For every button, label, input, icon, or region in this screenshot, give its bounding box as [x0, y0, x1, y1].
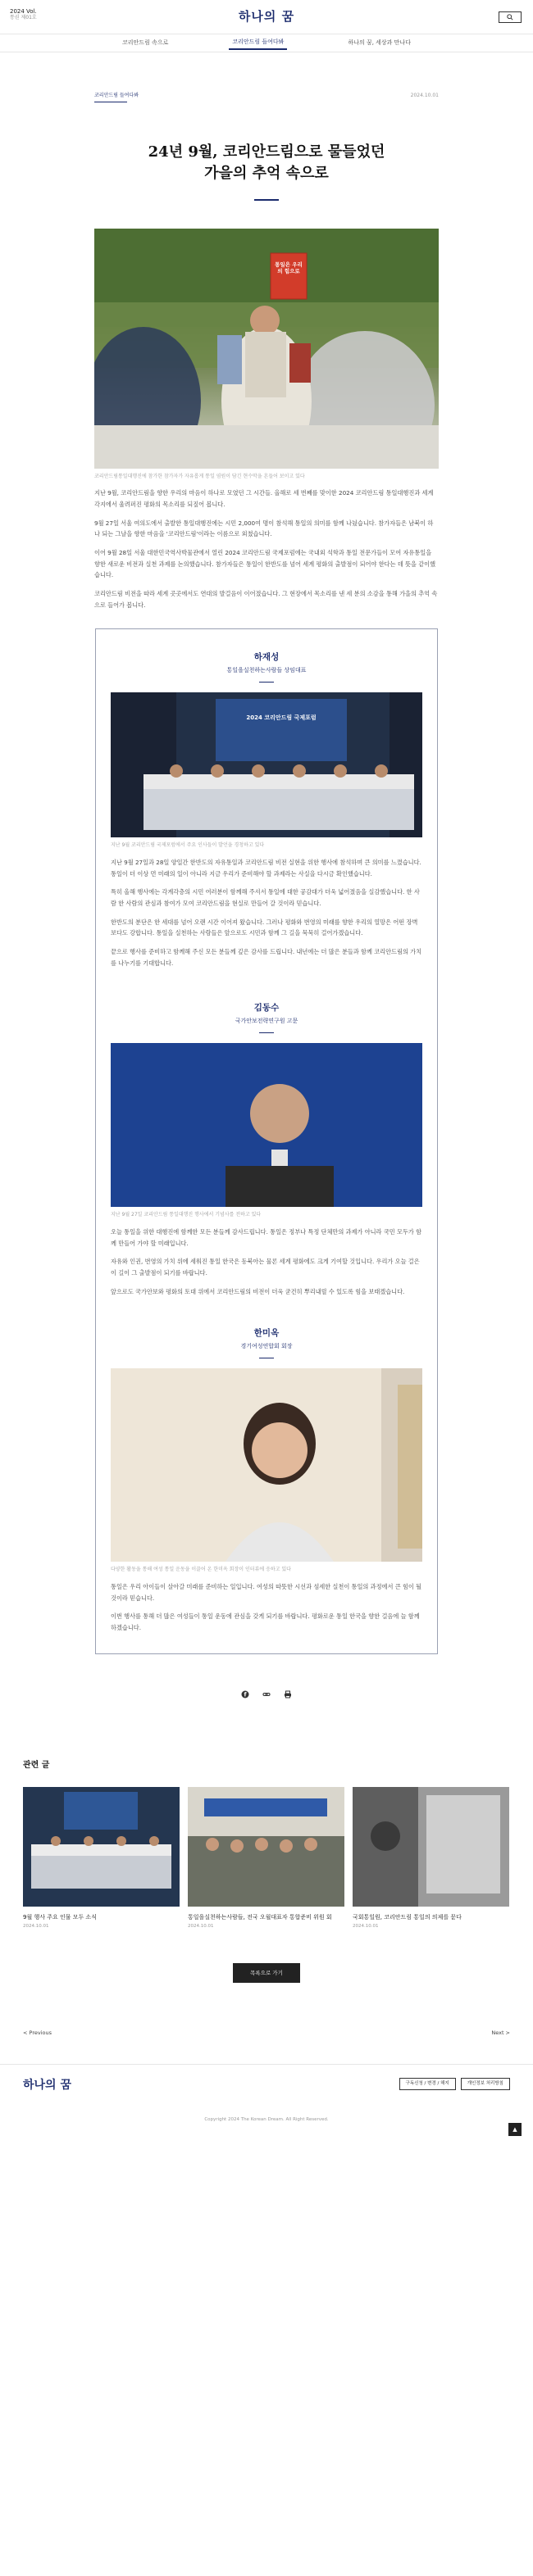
- person-caption: 지난 9월 27일 코리안드림 통일대행진 행사에서 기념사를 전하고 있다: [111, 1212, 262, 1218]
- related-thumbnail[interactable]: [23, 1787, 180, 1907]
- issue-sub: 통권 제01호: [10, 15, 37, 21]
- related-date: 2024.10.01: [188, 1924, 214, 1930]
- intro-paragraph: 이어 9월 28일 서울 대한민국역사박물관에서 열린 2024 코리안드림 국제포럼에는 국내외 석학과 통일 전문가들이 모여 자유통일을 향한 새로운 비전과 실천 과제를 논의했습니다. 참가자들은 통일이 한반도를 넘어 세계 평화의 출발점이 되어야 한다는 데 뜻을 같이했습니다.: [94, 549, 436, 579]
- person-header: [111, 1001, 422, 1033]
- person-paragraph: 한반도의 분단은 한 세대를 넘어 오랜 시간 이어져 왔습니다. 그러나 평화와 번영의 미래를 향한 우리의 열망은 어떤 장벽보다도 강합니다. 통일을 실천하는 사람들은 앞으로도 시민과 함께 그 길을 묵묵히 걸어가겠습니다.: [111, 918, 418, 937]
- title-line-1: 24년 9월, 코리안드림으로 물들었던: [148, 143, 385, 161]
- forum-photo: [111, 692, 422, 837]
- print-icon[interactable]: [284, 1690, 292, 1698]
- person-paragraph: 지난 9월 27일과 28일 양일간 한반도의 자유통일과 코리안드림 비전 실현을 위한 행사에 참석하며 큰 의미를 느꼈습니다. 통일이 더 이상 먼 미래의 일이 아니라 지금 우리가 준비해야 할 과제라는 사실을 다시금 확인했습니다.: [111, 859, 421, 878]
- privacy-button[interactable]: 개인정보 처리방침: [461, 2078, 510, 2090]
- hero-photo: [94, 229, 439, 469]
- person-role: 통일을실천하는사람들 상임대표: [111, 666, 422, 683]
- title-divider: [254, 199, 279, 201]
- breadcrumb-category[interactable]: 코리안드림 들여다봐: [94, 92, 139, 102]
- person-header: [111, 651, 422, 683]
- speaker-photo-illustration: [111, 1043, 422, 1207]
- related-heading: 관련 글: [23, 1760, 50, 1770]
- intro-paragraph: 9월 27일 서울 여의도에서 출발한 통일대행진에는 시민 2,000여 명이 참석해 통일의 의미를 함께 나눴습니다. 참가자들은 남북이 하나 되는 그날을 향한 마음을 '코리안드림'이라는 이름으로 외쳤습니다.: [94, 519, 434, 538]
- interviewee-photo-illustration: [111, 1368, 422, 1562]
- person-paragraph: 자유와 인권, 번영의 가치 위에 세워진 통일 한국은 동북아는 물론 세계 평화에도 크게 기여할 것입니다. 우리가 오늘 걸은 이 길이 그 출발점이 되기를 바랍니다.: [111, 1258, 420, 1277]
- related-date: 2024.10.01: [353, 1924, 379, 1930]
- person-name: 하재성: [253, 652, 280, 663]
- page-title: [94, 142, 439, 184]
- related-card[interactable]: [23, 1787, 180, 1930]
- related-thumbnail-illustration: [23, 1787, 180, 1907]
- link-icon[interactable]: [262, 1690, 271, 1698]
- related-thumbnail[interactable]: [188, 1787, 344, 1907]
- hero-caption: 코리안드림통일대행진에 참가한 참가자가 자유롭게 통일 염원이 담긴 현수막을 흔들어 보이고 있다: [94, 473, 305, 479]
- related-thumbnail-illustration: [188, 1787, 344, 1907]
- person-paragraph: 앞으로도 국가안보와 평화의 토대 위에서 코리안드림의 비전이 더욱 굳건히 뿌리내릴 수 있도록 힘을 보태겠습니다.: [111, 1287, 405, 1295]
- footer: [0, 2064, 533, 2134]
- person-caption: 다양한 활동을 통해 여성 통일 운동을 이끌어 온 한미옥 회장이 인터뷰에 응하고 있다: [111, 1567, 291, 1573]
- person-paragraph: 특히 올해 행사에는 각계각층의 시민 여러분이 함께해 주셔서 통일에 대한 공감대가 더욱 넓어졌음을 실감했습니다. 한 사람 한 사람의 관심과 참여가 모여 코리안드림을 현실로 만들어 갈 것이라 믿습니다.: [111, 888, 420, 908]
- related-card[interactable]: [188, 1787, 344, 1930]
- person-header: [111, 1327, 422, 1358]
- svg-text:f: f: [244, 1691, 247, 1698]
- nav-item-korean-dream[interactable]: 코리안드림 속으로: [122, 39, 169, 46]
- related-card[interactable]: [353, 1787, 509, 1930]
- speaker-photo: [111, 1043, 422, 1207]
- person-paragraph: 끝으로 행사를 준비하고 함께해 주신 모든 분들께 깊은 감사를 드립니다. 내년에는 더 많은 분들과 함께 코리안드림의 가치를 나누기를 기대합니다.: [111, 948, 422, 967]
- person-caption: 지난 9월 코리안드림 국제포럼에서 주요 인사들이 발언을 경청하고 있다: [111, 842, 265, 849]
- nav-item-meet-world[interactable]: 하나의 꿈, 세상과 만나다: [348, 39, 411, 46]
- related-thumbnail[interactable]: [353, 1787, 509, 1907]
- post-date: 2024.10.01: [410, 93, 439, 98]
- issue-label: 2024 Vol.: [10, 8, 37, 15]
- interview-box: [95, 628, 438, 1653]
- interviewee-photo: [111, 1368, 422, 1562]
- subscribe-button[interactable]: 구독신청 / 변경 / 해지: [399, 2078, 456, 2090]
- title-line-2: 가을의 추억 속으로: [204, 164, 329, 182]
- hero-photo-illustration: [94, 229, 439, 469]
- back-to-list-button[interactable]: 목록으로 가기: [233, 1963, 300, 1983]
- search-button[interactable]: [499, 11, 522, 23]
- intro-paragraph: 지난 9월, 코리안드림을 향한 우리의 마음이 하나로 모였던 그 시간들. 올해로 세 번째를 맞이한 2024 코리안드림 통일대행진과 세계 각지에서 울려퍼진 평화의 목소리를 되짚어 봅니다.: [94, 489, 434, 509]
- person-paragraph: 통일은 우리 아이들이 살아갈 미래를 준비하는 일입니다. 여성의 따뜻한 시선과 섬세한 실천이 통일의 과정에서 큰 힘이 될 것이라 믿습니다.: [111, 1582, 422, 1602]
- related-date: 2024.10.01: [23, 1924, 49, 1930]
- related-title[interactable]: 통일을실천하는사람들, 전국 오월대표자 통합준비 위원 회: [188, 1913, 332, 1921]
- related-posts: [23, 1759, 510, 1930]
- share-bar: [0, 1690, 533, 1698]
- header: [0, 0, 533, 34]
- person-paragraph: 오늘 통일을 위한 대행진에 함께한 모든 분들께 감사드립니다. 통일은 정부나 특정 단체만의 과제가 아니라 국민 모두가 함께 만들어 가야 할 미래입니다.: [111, 1227, 422, 1247]
- related-title[interactable]: 9월 행사 주요 인물 모두 소식: [23, 1913, 97, 1921]
- main-nav: [0, 34, 533, 52]
- previous-link[interactable]: < Previous: [23, 2029, 52, 2036]
- person-role: 경기여성연합회 회장: [111, 1342, 422, 1358]
- nav-item-look-into[interactable]: 코리안드림 들여다봐: [229, 36, 287, 50]
- intro-paragraph: 코리안드림 비전을 따라 세계 곳곳에서도 연대의 발걸음이 이어졌습니다. 그 현장에서 목소리를 낸 세 분의 소감을 통해 가을의 추억 속으로 들어가 봅니다.: [94, 590, 438, 609]
- person-role: 국가안보전략연구원 고문: [111, 1017, 422, 1033]
- copyright: Copyright 2024 The Korean Dream. All Right Reserved.: [204, 2116, 329, 2122]
- next-link[interactable]: Next >: [491, 2029, 510, 2036]
- footer-logo[interactable]: 하나의 꿈: [23, 2079, 71, 2093]
- related-grid: [23, 1787, 510, 1930]
- post-pager: [23, 2029, 510, 2037]
- person-name: 김동수: [253, 1003, 280, 1014]
- related-thumbnail-illustration: [353, 1787, 509, 1907]
- person-paragraph: 이번 행사를 통해 더 많은 여성들이 통일 운동에 관심을 갖게 되기를 바랍니다. 평화로운 통일 한국을 향한 걸음에 늘 함께하겠습니다.: [111, 1612, 420, 1631]
- search-icon: [507, 14, 513, 20]
- scroll-top-button[interactable]: ▲: [508, 2123, 522, 2136]
- facebook-icon[interactable]: [241, 1690, 249, 1698]
- site-logo[interactable]: 하나의 꿈: [238, 9, 295, 24]
- related-title[interactable]: 국회통일원, 코리안드림 통일의 의제를 묻다: [353, 1913, 462, 1921]
- footer-buttons: [399, 2078, 510, 2090]
- article-body: [94, 229, 439, 611]
- person-name: 한미옥: [253, 1328, 280, 1339]
- hero-sign-text: 통일은 우리의 힘으로: [275, 261, 303, 275]
- breadcrumb: [94, 92, 439, 102]
- forum-banner-text: 2024 코리안드림 국제포럼: [246, 714, 317, 722]
